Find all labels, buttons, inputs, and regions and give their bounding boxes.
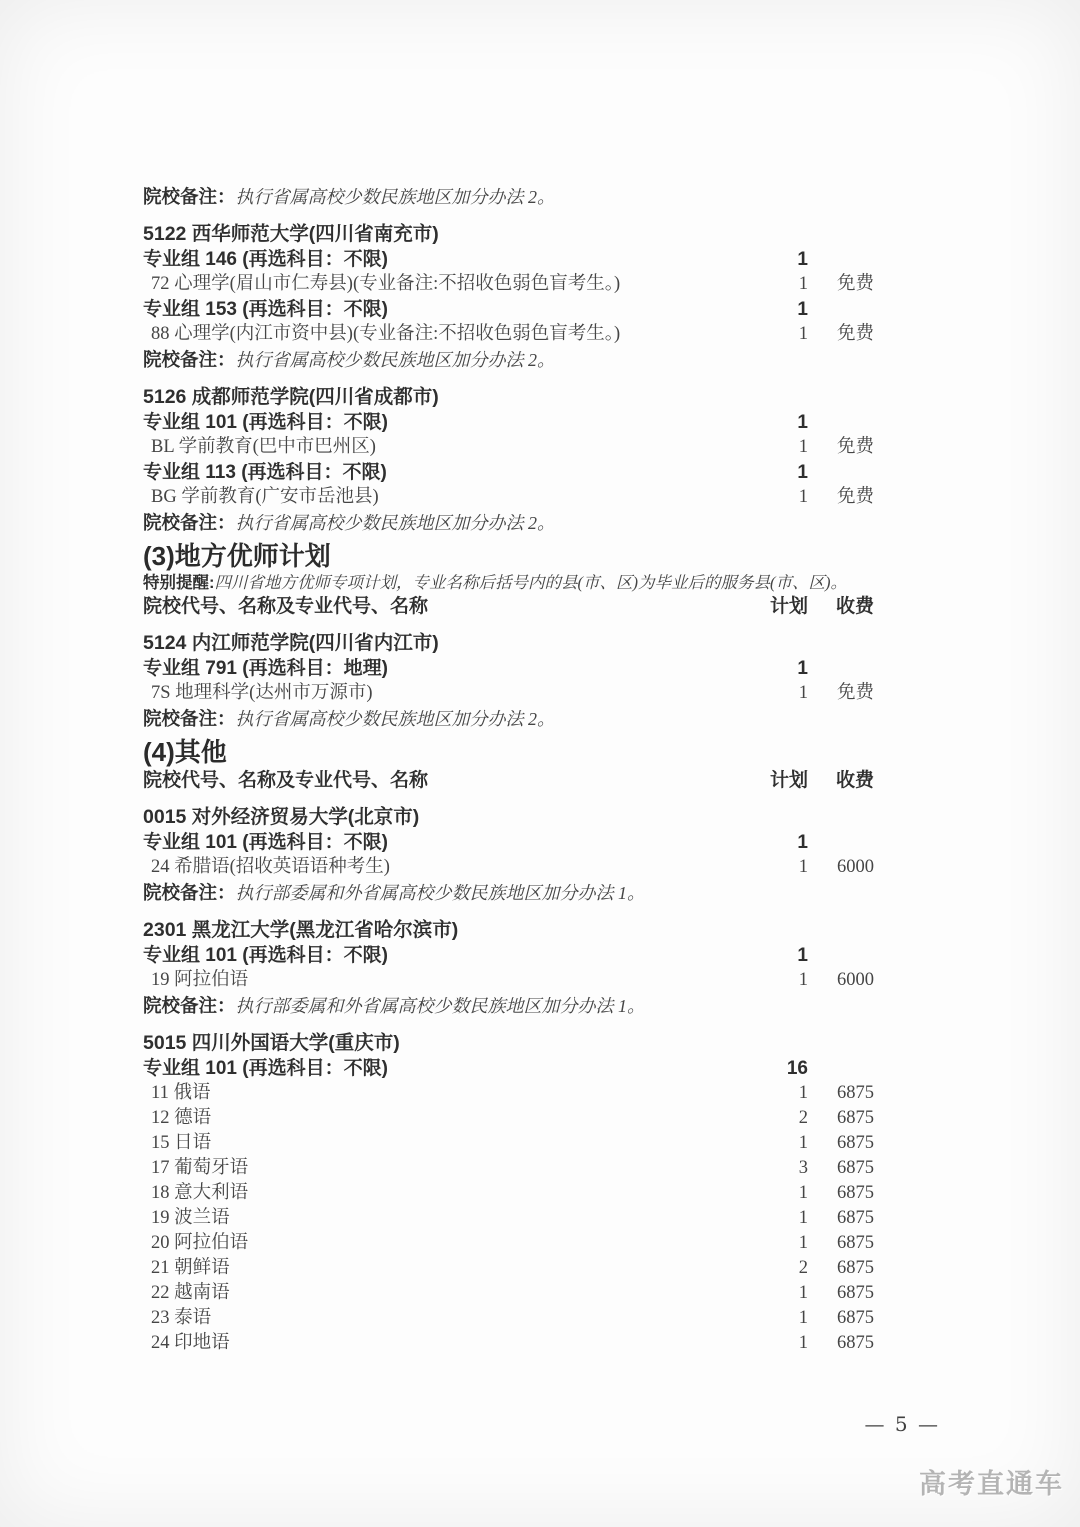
row-text xyxy=(143,656,762,681)
row-group xyxy=(143,656,962,681)
plan-cell: 2 xyxy=(798,1108,808,1128)
row-text xyxy=(143,572,962,594)
fee-cell: 6000 xyxy=(837,970,874,990)
fee-cell: 6875 xyxy=(837,1233,874,1253)
row-section xyxy=(143,540,962,572)
plan-cell: 计划 xyxy=(769,596,808,617)
row-body: 专业组 146 (再选科目：不限) xyxy=(143,249,388,270)
row-text xyxy=(143,347,962,373)
row-text xyxy=(143,768,762,793)
plan-cell: 1 xyxy=(798,324,808,344)
row-text xyxy=(143,993,962,1019)
row-body: 2301 黑龙江大学(黑龙江省哈尔滨市) xyxy=(143,919,459,941)
row-major xyxy=(143,1256,962,1281)
row-major xyxy=(143,1181,962,1206)
row-text xyxy=(143,297,762,322)
fee-cell: 6875 xyxy=(837,1208,874,1228)
row-major xyxy=(143,1306,962,1331)
row-colheader xyxy=(143,594,962,619)
row-body: 5124 内江师范学院(四川省内江市) xyxy=(143,632,439,654)
row-body: 专业组 113 (再选科目：不限) xyxy=(143,462,387,483)
document-rows xyxy=(143,184,962,1356)
row-text xyxy=(143,485,762,510)
fee-cell: 6875 xyxy=(837,1308,874,1328)
row-body: 24 希腊语(招收英语语种考生) xyxy=(151,857,390,877)
plan-cell: 16 xyxy=(786,1058,808,1079)
row-body: 72 心理学(眉山市仁寿县)(专业备注:不招收色弱色盲考生。) xyxy=(151,274,621,294)
fee-cell: 6875 xyxy=(837,1083,874,1103)
plan-cell: 1 xyxy=(798,1283,808,1303)
row-university xyxy=(143,385,962,410)
plan-cell: 2 xyxy=(798,1258,808,1278)
row-university xyxy=(143,631,962,656)
row-text xyxy=(143,272,762,297)
row-text xyxy=(143,594,762,619)
row-notice xyxy=(143,572,962,594)
row-body: 执行省属高校少数民族地区加分办法 2。 xyxy=(235,709,556,729)
plan-cell: 1 xyxy=(797,412,808,433)
row-body: 执行省属高校少数民族地区加分办法 2。 xyxy=(235,513,556,533)
row-major xyxy=(143,855,962,880)
row-text xyxy=(143,943,762,968)
row-body: BG 学前教育(广安市岳池县) xyxy=(151,487,379,507)
row-label: 院校备注： xyxy=(143,995,236,1016)
row-label: 院校备注： xyxy=(143,186,236,207)
row-major xyxy=(143,1156,962,1181)
row-text xyxy=(143,1156,762,1181)
plan-cell: 3 xyxy=(798,1158,808,1178)
row-university xyxy=(143,222,962,247)
row-text xyxy=(143,1306,762,1331)
plan-cell: 1 xyxy=(797,299,808,320)
fee-cell: 6875 xyxy=(837,1108,874,1128)
row-major xyxy=(143,322,962,347)
row-body: (3)地方优师计划 xyxy=(143,541,331,571)
row-text xyxy=(143,1131,762,1156)
row-label: 特别提醒: xyxy=(143,574,215,592)
plan-cell: 1 xyxy=(798,437,808,457)
row-body: 执行省属高校少数民族地区加分办法 2。 xyxy=(235,350,556,370)
row-text xyxy=(143,1031,962,1056)
row-text xyxy=(143,681,762,706)
row-section xyxy=(143,736,962,768)
fee-cell: 6875 xyxy=(837,1183,874,1203)
plan-cell: 1 xyxy=(798,857,808,877)
row-remark xyxy=(143,993,962,1019)
plan-cell: 1 xyxy=(798,1333,808,1353)
row-body: 5015 四川外国语大学(重庆市) xyxy=(143,1032,400,1054)
row-text xyxy=(143,222,962,247)
row-group xyxy=(143,460,962,485)
page-number: — 5 — xyxy=(864,1412,940,1436)
plan-cell: 1 xyxy=(798,487,808,507)
row-label: 院校备注： xyxy=(143,512,236,533)
fee-cell: 免费 xyxy=(836,437,874,457)
row-major xyxy=(143,968,962,993)
row-group xyxy=(143,297,962,322)
row-body: (4)其他 xyxy=(143,737,227,767)
row-body: 11 俄语 xyxy=(151,1083,211,1103)
row-body: 12 德语 xyxy=(151,1108,212,1128)
row-body: 0015 对外经济贸易大学(北京市) xyxy=(143,806,420,828)
plan-cell: 1 xyxy=(798,970,808,990)
watermark-logo: 高考直通车 xyxy=(919,1469,1064,1499)
plan-cell: 1 xyxy=(798,1183,808,1203)
fee-cell: 免费 xyxy=(836,274,874,294)
row-text xyxy=(143,385,962,410)
fee-cell: 免费 xyxy=(836,324,874,344)
row-text xyxy=(143,410,762,435)
row-body: 19 阿拉伯语 xyxy=(151,970,249,990)
row-body: 专业组 153 (再选科目：不限) xyxy=(143,299,388,320)
fee-cell: 收费 xyxy=(835,770,874,791)
fee-cell: 6875 xyxy=(837,1133,874,1153)
row-body: 专业组 101 (再选科目：不限) xyxy=(143,412,388,433)
row-body: 15 日语 xyxy=(151,1133,212,1153)
row-body: 执行省属高校少数民族地区加分办法 2。 xyxy=(235,187,556,207)
row-text xyxy=(143,1106,762,1131)
plan-cell: 1 xyxy=(798,1233,808,1253)
row-text xyxy=(143,880,962,906)
row-text xyxy=(143,1331,762,1356)
row-body: 19 波兰语 xyxy=(151,1208,230,1228)
row-university xyxy=(143,1031,962,1056)
fee-cell: 6875 xyxy=(837,1333,874,1353)
row-university xyxy=(143,805,962,830)
row-body: 88 心理学(内江市资中县)(专业备注:不招收色弱色盲考生。) xyxy=(151,324,621,344)
plan-cell: 1 xyxy=(798,1133,808,1153)
row-body: 7S 地理科学(达州市万源市) xyxy=(151,683,373,703)
plan-cell: 1 xyxy=(797,658,808,679)
row-text xyxy=(143,1256,762,1281)
row-group xyxy=(143,1056,962,1081)
row-group xyxy=(143,410,962,435)
row-major xyxy=(143,1206,962,1231)
row-body: 院校代号、名称及专业代号、名称 xyxy=(143,596,429,617)
row-label: 院校备注： xyxy=(143,882,236,903)
row-remark xyxy=(143,347,962,373)
row-body: 专业组 101 (再选科目：不限) xyxy=(143,832,388,853)
row-text xyxy=(143,184,962,210)
row-text xyxy=(143,830,762,855)
row-major xyxy=(143,1281,962,1306)
row-text xyxy=(143,918,962,943)
row-text xyxy=(143,805,962,830)
row-text xyxy=(143,1181,762,1206)
row-major xyxy=(143,485,962,510)
fee-cell: 6875 xyxy=(837,1258,874,1278)
row-text xyxy=(143,460,762,485)
row-text xyxy=(143,322,762,347)
row-major xyxy=(143,681,962,706)
row-text xyxy=(143,1231,762,1256)
row-major xyxy=(143,1231,962,1256)
plan-cell: 计划 xyxy=(769,770,808,791)
row-text xyxy=(143,1206,762,1231)
plan-cell: 1 xyxy=(797,462,808,483)
row-text xyxy=(143,968,762,993)
row-body: 24 印地语 xyxy=(151,1333,230,1353)
row-body: 5122 西华师范大学(四川省南充市) xyxy=(143,223,439,245)
row-label: 院校备注： xyxy=(143,349,236,370)
plan-cell: 1 xyxy=(797,249,808,270)
row-group xyxy=(143,247,962,272)
row-body: 专业组 101 (再选科目：不限) xyxy=(143,1058,388,1079)
row-colheader xyxy=(143,768,962,793)
row-body: BL 学前教育(巴中市巴州区) xyxy=(151,437,376,457)
row-remark xyxy=(143,184,962,210)
row-body: 17 葡萄牙语 xyxy=(151,1158,249,1178)
fee-cell: 6000 xyxy=(837,857,874,877)
row-text xyxy=(143,855,762,880)
plan-cell: 1 xyxy=(798,1083,808,1103)
plan-cell: 1 xyxy=(798,274,808,294)
row-text xyxy=(143,1081,762,1106)
row-university xyxy=(143,918,962,943)
row-text xyxy=(143,706,962,732)
row-remark xyxy=(143,510,962,536)
row-major xyxy=(143,1331,962,1356)
row-body: 四川省地方优师专项计划，专业名称后括号内的县(市、区)为毕业后的服务县(市、区)。 xyxy=(214,573,847,592)
row-text xyxy=(143,435,762,460)
row-body: 执行部委属和外省属高校少数民族地区加分办法 1。 xyxy=(235,883,646,903)
row-text xyxy=(143,631,962,656)
row-body: 院校代号、名称及专业代号、名称 xyxy=(143,770,429,791)
row-body: 23 泰语 xyxy=(151,1308,212,1328)
row-group xyxy=(143,943,962,968)
row-text xyxy=(143,1056,762,1081)
fee-cell: 免费 xyxy=(836,683,874,703)
row-text xyxy=(143,540,962,572)
row-body: 执行部委属和外省属高校少数民族地区加分办法 1。 xyxy=(235,996,646,1016)
row-text xyxy=(143,1281,762,1306)
row-body: 22 越南语 xyxy=(151,1283,230,1303)
row-body: 专业组 791 (再选科目：地理) xyxy=(143,658,388,679)
row-body: 专业组 101 (再选科目：不限) xyxy=(143,945,388,966)
row-major xyxy=(143,435,962,460)
row-body: 20 阿拉伯语 xyxy=(151,1233,249,1253)
row-group xyxy=(143,830,962,855)
row-body: 18 意大利语 xyxy=(151,1183,249,1203)
plan-cell: 1 xyxy=(798,1308,808,1328)
row-remark xyxy=(143,880,962,906)
row-major xyxy=(143,1081,962,1106)
row-label: 院校备注： xyxy=(143,708,236,729)
fee-cell: 6875 xyxy=(837,1283,874,1303)
fee-cell: 收费 xyxy=(835,596,874,617)
row-text xyxy=(143,510,962,536)
row-body: 21 朝鲜语 xyxy=(151,1258,230,1278)
row-text xyxy=(143,247,762,272)
row-body: 5126 成都师范学院(四川省成都市) xyxy=(143,386,439,408)
row-major xyxy=(143,1106,962,1131)
row-remark xyxy=(143,706,962,732)
row-text xyxy=(143,736,962,768)
row-major xyxy=(143,1131,962,1156)
row-major xyxy=(143,272,962,297)
fee-cell: 6875 xyxy=(837,1158,874,1178)
plan-cell: 1 xyxy=(797,832,808,853)
fee-cell: 免费 xyxy=(836,487,874,507)
plan-cell: 1 xyxy=(797,945,808,966)
plan-cell: 1 xyxy=(798,683,808,703)
plan-cell: 1 xyxy=(798,1208,808,1228)
